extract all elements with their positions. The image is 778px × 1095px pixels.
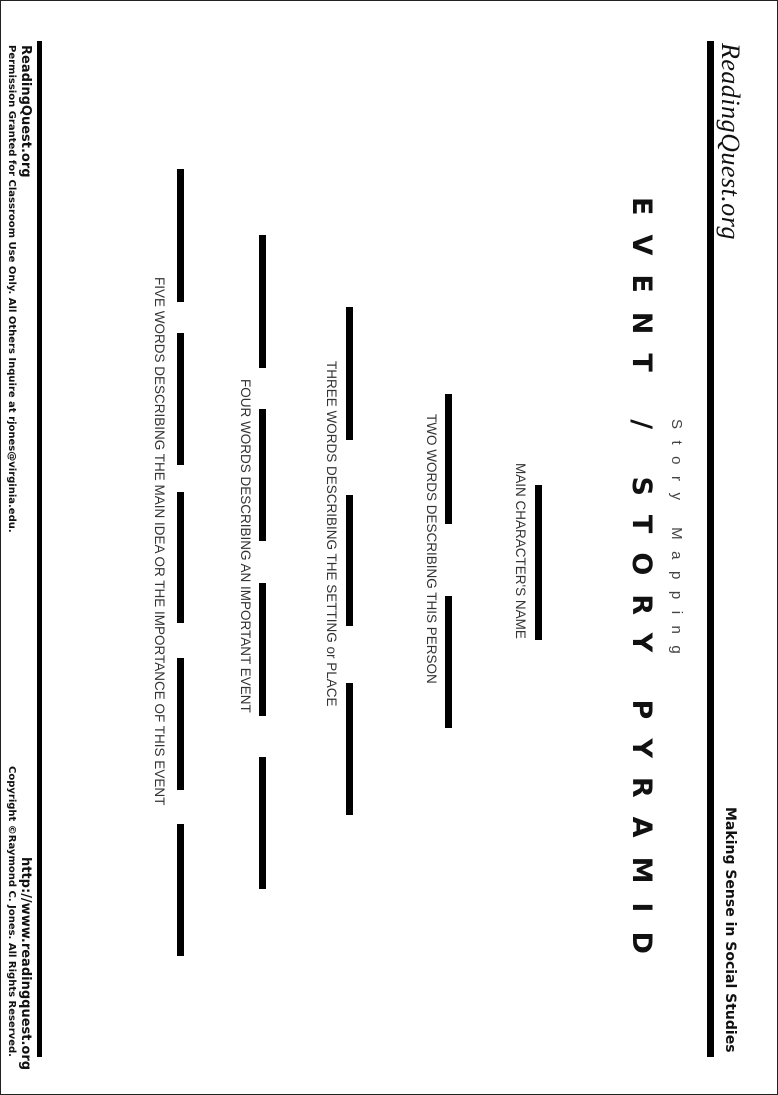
row-label-two-words: TWO WORDS DESCRIBING THIS PERSON bbox=[424, 414, 439, 684]
page-subtitle: Story Mapping bbox=[668, 419, 685, 666]
answer-blank[interactable] bbox=[259, 583, 266, 716]
answer-blank[interactable] bbox=[346, 495, 353, 626]
answer-blank[interactable] bbox=[445, 596, 452, 728]
footer-url[interactable]: http://www.readingquest.org bbox=[18, 857, 33, 1071]
answer-blank[interactable] bbox=[177, 333, 184, 465]
answer-blank[interactable] bbox=[177, 169, 184, 302]
footer-permission: Permission Granted for Classroom Use Only. All Others Inquire at rjones@virginia.edu. bbox=[6, 45, 17, 533]
readingquest-logo: ReadingQuest.org bbox=[716, 43, 745, 240]
row-label-main-character: MAIN CHARACTER'S NAME bbox=[513, 463, 528, 639]
tagline: Making Sense in Social Studies bbox=[722, 807, 738, 1053]
answer-blank[interactable] bbox=[177, 658, 184, 790]
header-rule bbox=[707, 41, 714, 1057]
answer-blank[interactable] bbox=[535, 485, 542, 640]
answer-blank[interactable] bbox=[177, 824, 184, 956]
answer-blank[interactable] bbox=[445, 394, 452, 524]
footer-rule bbox=[37, 41, 42, 1057]
row-label-three-words: THREE WORDS DESCRIBING THE SETTING or PLACE bbox=[324, 361, 339, 707]
answer-blank[interactable] bbox=[259, 235, 266, 368]
footer-copyright: Copyright ©Raymond C. Jones. All Rights Reserved. bbox=[6, 766, 17, 1057]
answer-blank[interactable] bbox=[259, 409, 266, 541]
row-label-five-words: FIVE WORDS DESCRIBING THE MAIN IDEA OR THE IMPORTANCE OF THIS EVENT bbox=[152, 277, 167, 806]
row-label-four-words: FOUR WORDS DESCRIBING AN IMPORTANT EVENT bbox=[238, 379, 253, 713]
page-title: EVENT / STORY PYRAMID bbox=[626, 197, 657, 973]
answer-blank[interactable] bbox=[259, 757, 266, 889]
answer-blank[interactable] bbox=[346, 307, 353, 440]
answer-blank[interactable] bbox=[177, 492, 184, 623]
answer-blank[interactable] bbox=[346, 683, 353, 815]
footer-site-name: ReadingQuest.org bbox=[18, 45, 33, 178]
